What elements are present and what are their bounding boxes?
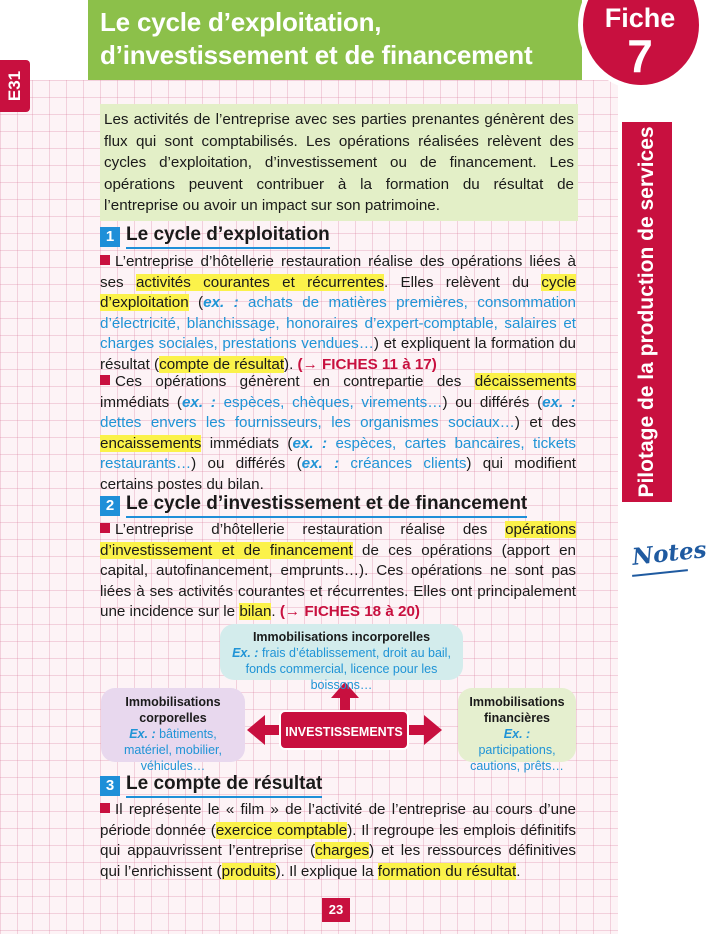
- example-label: ex. :: [542, 393, 577, 411]
- highlight: cycle d’exploitation: [100, 273, 576, 312]
- diagram-box-corporelles: [101, 688, 245, 773]
- diagram-box-financieres: [458, 688, 576, 773]
- section-3-number: 3: [100, 776, 120, 796]
- example-label: Ex. :: [503, 727, 531, 741]
- text: .: [516, 862, 521, 880]
- example-label: Ex. :: [232, 646, 259, 660]
- bullet-square-icon: [100, 803, 110, 813]
- text: ).: [284, 355, 298, 373]
- example-text: achats de matières premières, consommation d’électricité, blanchissage, honoraires d’expert-comptable, salaires et charges sociales, prestations vendues…: [100, 294, 576, 353]
- diagram-box-title: Immobilisations corporelles: [125, 695, 221, 725]
- text: ) qui modifient certains postes du bilan.: [100, 455, 576, 493]
- section-1-title: Le cycle d’exploitation: [126, 224, 330, 249]
- text: ) ou différés (: [442, 393, 543, 411]
- section-1-number: 1: [100, 227, 120, 247]
- text: .: [271, 603, 280, 621]
- text: Il représente le « film » de l’activité de l’entreprise au cours d’une période donnée (: [100, 801, 576, 839]
- section-3-heading: [100, 773, 322, 798]
- diagram-box-example: [107, 726, 239, 774]
- text: ) ou différés (: [191, 455, 302, 473]
- section-3-paragraph-1: [100, 800, 576, 882]
- text: ) et les ressources définitives qui l’enrichissent (: [100, 842, 576, 880]
- diagram-box-title: Immobilisations incorporelles: [252, 630, 431, 644]
- arrow-left-head: [247, 715, 265, 745]
- text: Ces opérations génèrent en contrepartie des: [115, 373, 475, 390]
- text: ) et expliquent la formation du résultat (: [100, 335, 576, 373]
- highlight: opérations d’investissement et de financement: [100, 521, 576, 559]
- example-label: ex. :: [181, 393, 216, 411]
- example-label: Ex. :: [129, 727, 156, 741]
- example-text: espèces, cartes bancaires, tickets restaurants…: [100, 434, 577, 473]
- text: ) et des: [514, 414, 577, 432]
- notes-label: Notes: [630, 536, 708, 571]
- diagram-box-incorporelles: [220, 624, 463, 692]
- side-tab-label: E31: [5, 70, 24, 102]
- example-text: frais d’établissement, droit au bail, fonds commercial, licence pour les boissons…: [245, 646, 451, 692]
- intro-box: Les activités de l’entreprise avec ses parties prenantes génèrent des flux qui sont comptabilisés. Les opérations réalisées relèvent des cycles d’exploitation, d’investissement ou de financement. Les opérations peuvent contribuer à la formation du résultat de l’entreprise ou avoir un impact sur son patrimoine.: [100, 104, 578, 221]
- text: ). Il regroupe les emplois définitifs qui appauvrissent l’entreprise (: [100, 821, 576, 860]
- fiche-reference: (→ FICHES 18 à 20): [279, 603, 420, 621]
- fiche-number: 7: [627, 30, 653, 82]
- example-label: ex. :: [203, 294, 239, 312]
- highlight: décaissements: [474, 373, 576, 390]
- text: (: [188, 294, 204, 312]
- text: L’entreprise d’hôtellerie restauration réalise des opérations liées à ses: [100, 253, 576, 291]
- arrow-right-head: [424, 715, 442, 745]
- diagram-box-example: [226, 645, 457, 693]
- text: de ces opérations (apport en capital, autofinancement, emprunts…). Ces opérations ne sont pas liées à ses activités courantes et récurrentes. Elles ont principalement une incidence sur le: [100, 541, 576, 621]
- text: . Elles relèvent du: [384, 273, 542, 291]
- text: L’entreprise d’hôtellerie restauration réalise des: [115, 521, 506, 538]
- highlight: bilan: [239, 603, 272, 621]
- highlight: encaissements: [100, 434, 202, 452]
- diagram-center-investissements: INVESTISSEMENTS: [279, 710, 409, 750]
- section-2-title: Le cycle d’investissement et de financement: [126, 493, 527, 518]
- example-text: participations, cautions, prêts…: [470, 743, 564, 773]
- diagram-box-title: Immobilisations financières: [469, 695, 565, 725]
- highlight: compte de résultat: [159, 355, 285, 373]
- page-number: 23: [322, 898, 350, 922]
- highlight: charges: [315, 842, 370, 860]
- title-line-2: d’investissement et de financement: [100, 40, 533, 70]
- example-text: créances clients: [339, 455, 467, 473]
- highlight: formation du résultat: [377, 862, 517, 880]
- text: ). Il explique la: [275, 862, 378, 880]
- fiche-label: Fiche: [604, 3, 676, 33]
- title-line-1: Le cycle d’exploitation,: [100, 7, 382, 37]
- highlight: exercice comptable: [215, 821, 348, 839]
- example-text: espèces, chèques, virements…: [215, 393, 443, 411]
- text: immédiats (: [201, 434, 293, 452]
- highlight: produits: [221, 862, 276, 880]
- highlight: activités courantes et récurrentes: [135, 273, 384, 291]
- diagram-box-example: [464, 726, 570, 774]
- example-text: bâtiments, matériel, mobilier, véhicules…: [124, 727, 222, 773]
- section-2-number: 2: [100, 496, 120, 516]
- chapter-band-label: Pilotage de la production de services: [635, 126, 658, 498]
- example-text: dettes envers les fournisseurs, les organismes sociaux…: [100, 414, 515, 432]
- section-3-title: Le compte de résultat: [126, 773, 322, 798]
- example-label: ex. :: [292, 434, 328, 452]
- text: immédiats (: [100, 393, 182, 411]
- fiche-reference: (→ FICHES 11 à 17): [297, 355, 437, 373]
- example-label: ex. :: [301, 455, 340, 473]
